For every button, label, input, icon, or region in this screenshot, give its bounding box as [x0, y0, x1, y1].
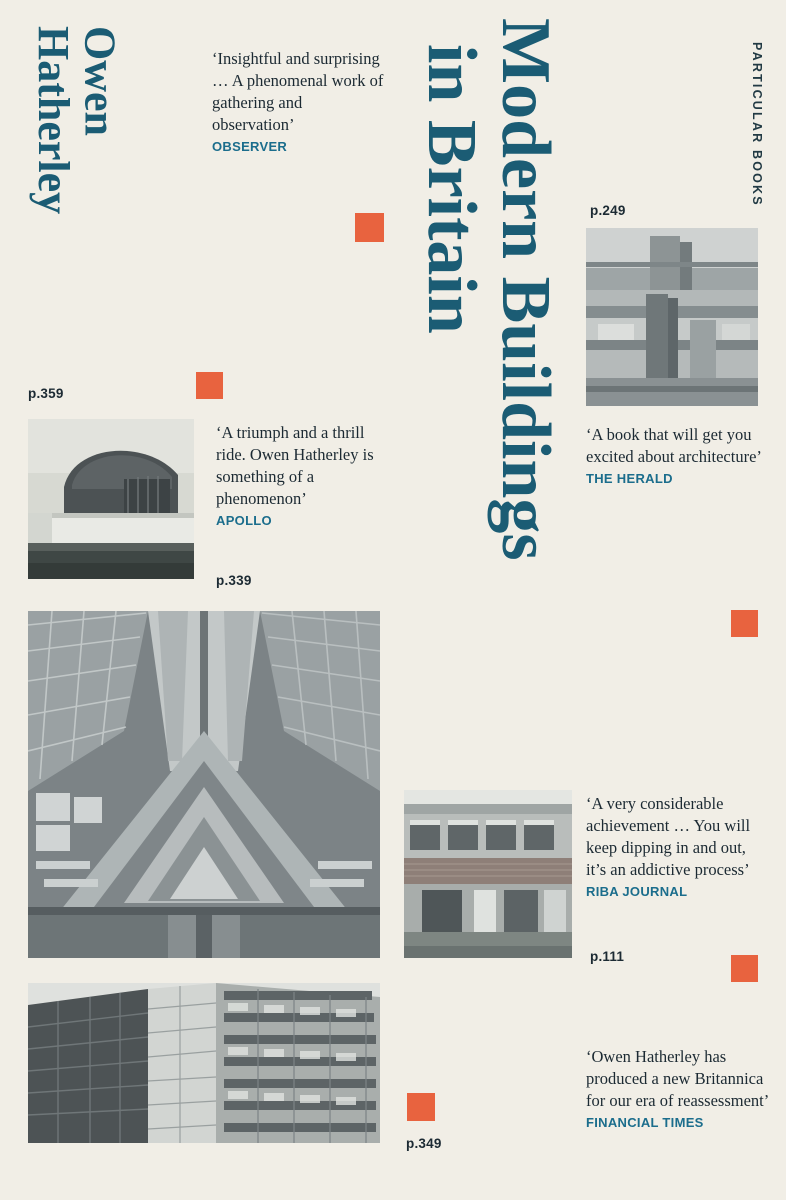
author-name [29, 26, 125, 346]
page-ref-tower: p.349 [406, 1136, 442, 1151]
quote-source: THE HERALD [586, 470, 673, 486]
decorative-square [196, 372, 223, 399]
photo-national-theatre [586, 228, 758, 406]
quote-text: ‘A book that will get you excited about architecture’ [586, 425, 762, 466]
quote-apollo [216, 422, 391, 529]
photo-barn [28, 419, 194, 579]
quote-text: ‘Insightful and surprising … A phenomenal work of gathering and observation’ [212, 49, 384, 134]
page-ref-national-theatre: p.249 [590, 203, 626, 218]
book-title [392, 18, 582, 778]
quote-source: RIBA JOURNAL [586, 883, 688, 899]
decorative-square [731, 955, 758, 982]
decorative-square [407, 1093, 435, 1121]
quote-herald [586, 424, 766, 487]
page-ref-roof: p.339 [216, 573, 252, 588]
quote-text: ‘A triumph and a thrill ride. Owen Hatherley is something of a phenomenon’ [216, 423, 374, 508]
photo-school-building [404, 790, 572, 958]
quote-source: FINANCIAL TIMES [586, 1114, 704, 1130]
quote-financial-times [586, 1046, 776, 1131]
quote-text: ‘Owen Hatherley has produced a new Britannica for our era of reassessment’ [586, 1047, 770, 1110]
quote-source: APOLLO [216, 512, 272, 528]
photo-concrete-tower [28, 983, 380, 1143]
title-line-1: Modern Buildings [487, 18, 564, 561]
page-ref-school: p.111 [590, 949, 625, 964]
page-ref-barn: p.359 [28, 386, 64, 401]
quote-source: OBSERVER [212, 138, 288, 154]
author-last-name: Hatherley [29, 26, 79, 215]
quote-text: ‘A very considerable achievement … You will keep dipping in and out, it’s an addictive process’ [586, 794, 751, 879]
decorative-square [355, 213, 384, 242]
publisher-imprint: PARTICULAR BOOKS [750, 42, 764, 207]
title-line-2: in Britain [413, 44, 490, 334]
author-first-name: Owen [75, 26, 125, 136]
photo-roof-structure [28, 611, 380, 958]
decorative-square [731, 610, 758, 637]
quote-riba-journal [586, 793, 766, 900]
quote-observer [212, 48, 387, 155]
